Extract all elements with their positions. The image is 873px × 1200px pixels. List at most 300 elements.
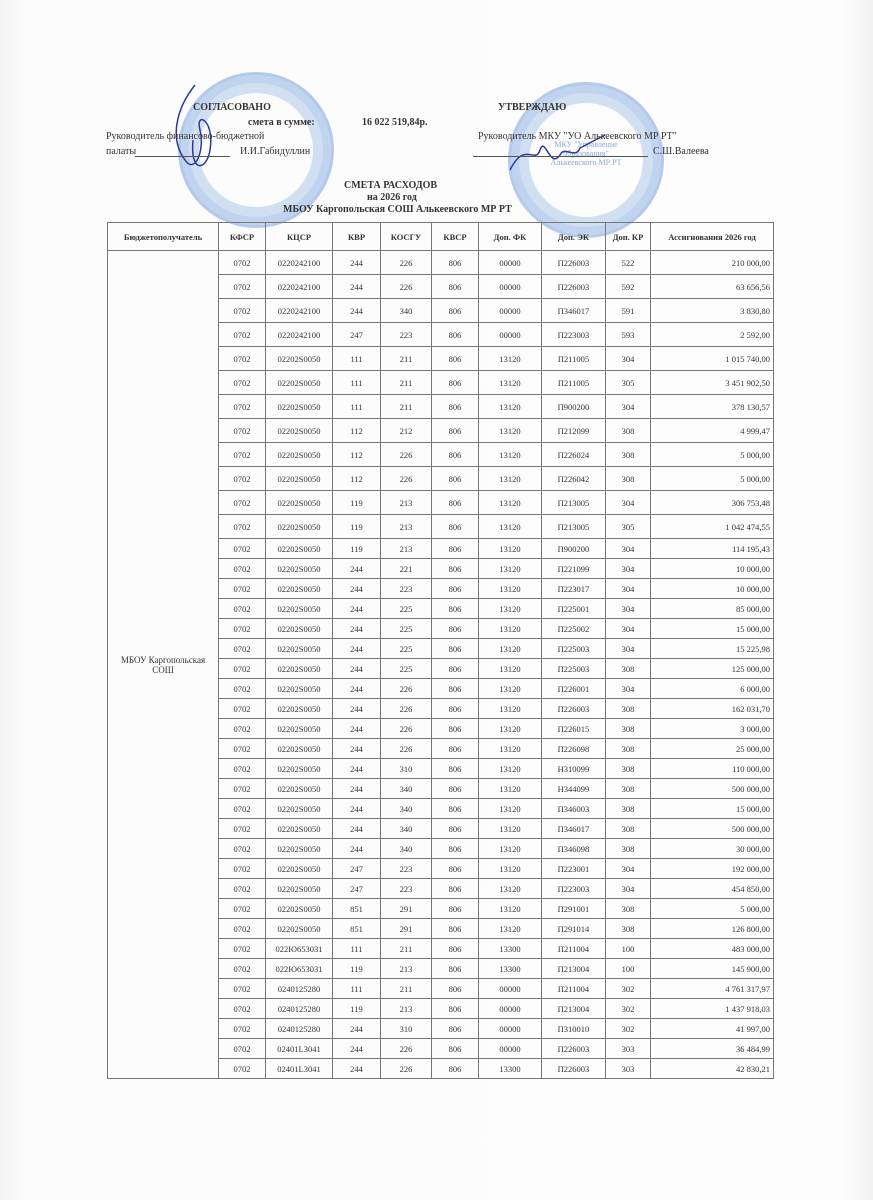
cell-dop-kr: 302: [606, 979, 651, 999]
cell-kcsr: 02401L3041: [266, 1059, 333, 1079]
cell-kvsr: 806: [432, 395, 479, 419]
cell-kosgu: 225: [381, 659, 432, 679]
cell-kfsr: 0702: [219, 323, 266, 347]
cell-dop-fk: 13120: [479, 619, 542, 639]
cell-allocation: 15 225,98: [651, 639, 774, 659]
cell-kosgu: 211: [381, 979, 432, 999]
cell-allocation: 15 000,00: [651, 619, 774, 639]
cell-dop-fk: 13120: [479, 859, 542, 879]
cell-kfsr: 0702: [219, 699, 266, 719]
cell-dop-kr: 591: [606, 299, 651, 323]
column-header-kfsr: КФСР: [219, 223, 266, 251]
cell-kosgu: 223: [381, 859, 432, 879]
cell-kcsr: 0240125280: [266, 1019, 333, 1039]
cell-dop-fk: 00000: [479, 1019, 542, 1039]
table-row: [108, 251, 774, 275]
cell-kfsr: 0702: [219, 659, 266, 679]
cell-kcsr: 02202S0050: [266, 419, 333, 443]
cell-allocation: 36 484,99: [651, 1039, 774, 1059]
cell-dop-ek: П226003: [542, 275, 606, 299]
cell-kosgu: 225: [381, 639, 432, 659]
cell-kosgu: 226: [381, 679, 432, 699]
cell-kfsr: 0702: [219, 275, 266, 299]
table-header: [108, 223, 774, 251]
cell-kvsr: 806: [432, 859, 479, 879]
approved-name: С.Ш.Валеева: [653, 146, 709, 157]
cell-dop-fk: 13120: [479, 879, 542, 899]
cell-kcsr: 0240125280: [266, 999, 333, 1019]
cell-kosgu: 291: [381, 899, 432, 919]
cell-kfsr: 0702: [219, 251, 266, 275]
cell-dop-kr: 593: [606, 323, 651, 347]
cell-kosgu: 226: [381, 1059, 432, 1079]
cell-dop-fk: 13120: [479, 395, 542, 419]
cell-kcsr: 02202S0050: [266, 699, 333, 719]
cell-dop-fk: 13120: [479, 467, 542, 491]
cell-kvr: 244: [333, 779, 381, 799]
cell-dop-ek: П291014: [542, 919, 606, 939]
cell-kcsr: 0220242100: [266, 275, 333, 299]
cell-allocation: 3 830,80: [651, 299, 774, 323]
cell-dop-fk: 13120: [479, 539, 542, 559]
cell-allocation: 125 000,00: [651, 659, 774, 679]
cell-dop-fk: 13120: [479, 639, 542, 659]
cell-dop-kr: 304: [606, 679, 651, 699]
cell-allocation: 145 900,00: [651, 959, 774, 979]
cell-dop-kr: 304: [606, 639, 651, 659]
cell-dop-ek: П226098: [542, 739, 606, 759]
cell-kcsr: 022Ю653031: [266, 939, 333, 959]
cell-kcsr: 02202S0050: [266, 819, 333, 839]
column-header-recipient: Бюджетополучатель: [108, 223, 219, 251]
cell-kcsr: 02202S0050: [266, 559, 333, 579]
cell-kosgu: 225: [381, 619, 432, 639]
column-header-allocation: Ассигнования 2026 год: [651, 223, 774, 251]
cell-dop-ek: П226015: [542, 719, 606, 739]
cell-dop-ek: П225001: [542, 599, 606, 619]
cell-kosgu: 213: [381, 491, 432, 515]
cell-allocation: 5 000,00: [651, 467, 774, 491]
cell-dop-fk: 13120: [479, 679, 542, 699]
cell-kvsr: 806: [432, 347, 479, 371]
cell-kfsr: 0702: [219, 999, 266, 1019]
column-header-kosgu: КОСГУ: [381, 223, 432, 251]
cell-kcsr: 02202S0050: [266, 919, 333, 939]
cell-allocation: 126 800,00: [651, 919, 774, 939]
cell-kosgu: 310: [381, 1019, 432, 1039]
approved-role: Руководитель МКУ "УО Алькеевского МР РТ": [478, 131, 677, 142]
cell-dop-kr: 302: [606, 999, 651, 1019]
cell-dop-kr: 100: [606, 939, 651, 959]
cell-kosgu: 211: [381, 347, 432, 371]
agreed-name: И.И.Габидуллин: [240, 146, 311, 157]
cell-dop-ek: П226003: [542, 1039, 606, 1059]
cell-kvsr: 806: [432, 959, 479, 979]
cell-kvsr: 806: [432, 491, 479, 515]
cell-kcsr: 0220242100: [266, 299, 333, 323]
cell-kvr: 119: [333, 491, 381, 515]
doc-institution: МБОУ Каргопольская СОШ Алькеевского МР РТ: [283, 204, 512, 215]
cell-kvsr: 806: [432, 251, 479, 275]
cell-kvsr: 806: [432, 999, 479, 1019]
cell-allocation: 10 000,00: [651, 559, 774, 579]
cell-kvsr: 806: [432, 467, 479, 491]
sum-value: 16 022 519,84р.: [362, 117, 428, 128]
cell-dop-fk: 13300: [479, 959, 542, 979]
cell-dop-kr: 522: [606, 251, 651, 275]
cell-dop-fk: 00000: [479, 999, 542, 1019]
cell-kvr: 119: [333, 515, 381, 539]
cell-dop-fk: 00000: [479, 251, 542, 275]
cell-dop-fk: 13120: [479, 559, 542, 579]
cell-kosgu: 340: [381, 819, 432, 839]
right-seal-stamp: МКУ "Управление образования" Алькеевского МР РТ: [508, 82, 664, 238]
cell-dop-ek: П212099: [542, 419, 606, 443]
cell-kvsr: 806: [432, 1019, 479, 1039]
cell-kcsr: 02202S0050: [266, 443, 333, 467]
cell-dop-kr: 303: [606, 1059, 651, 1079]
cell-dop-ek: П291001: [542, 899, 606, 919]
cell-kfsr: 0702: [219, 467, 266, 491]
cell-dop-kr: 308: [606, 719, 651, 739]
cell-kosgu: 211: [381, 395, 432, 419]
cell-kvr: 119: [333, 959, 381, 979]
cell-kvsr: 806: [432, 699, 479, 719]
cell-dop-ek: П226003: [542, 1059, 606, 1079]
cell-kvsr: 806: [432, 679, 479, 699]
cell-kosgu: 223: [381, 579, 432, 599]
cell-dop-ek: П221099: [542, 559, 606, 579]
cell-kosgu: 226: [381, 1039, 432, 1059]
cell-dop-kr: 308: [606, 919, 651, 939]
cell-dop-fk: 13120: [479, 779, 542, 799]
cell-allocation: 378 130,57: [651, 395, 774, 419]
cell-kvsr: 806: [432, 779, 479, 799]
cell-kfsr: 0702: [219, 347, 266, 371]
cell-kosgu: 212: [381, 419, 432, 443]
cell-kosgu: 213: [381, 515, 432, 539]
cell-dop-ek: П223017: [542, 579, 606, 599]
cell-kfsr: 0702: [219, 899, 266, 919]
cell-dop-fk: 13120: [479, 759, 542, 779]
cell-allocation: 454 850,00: [651, 879, 774, 899]
cell-dop-kr: 304: [606, 879, 651, 899]
cell-dop-ek: П225002: [542, 619, 606, 639]
cell-kcsr: 02401L3041: [266, 1039, 333, 1059]
cell-kvsr: 806: [432, 515, 479, 539]
cell-kcsr: 022Ю653031: [266, 959, 333, 979]
cell-dop-kr: 308: [606, 467, 651, 491]
cell-kfsr: 0702: [219, 719, 266, 739]
cell-kfsr: 0702: [219, 959, 266, 979]
cell-kvr: 851: [333, 919, 381, 939]
cell-kvr: 247: [333, 859, 381, 879]
cell-dop-ek: П346098: [542, 839, 606, 859]
cell-kvsr: 806: [432, 1039, 479, 1059]
cell-kvsr: 806: [432, 275, 479, 299]
cell-dop-kr: 308: [606, 839, 651, 859]
cell-kosgu: 226: [381, 275, 432, 299]
cell-kvsr: 806: [432, 719, 479, 739]
cell-dop-fk: 13120: [479, 419, 542, 443]
cell-kvsr: 806: [432, 579, 479, 599]
cell-kvsr: 806: [432, 659, 479, 679]
cell-kcsr: 02202S0050: [266, 859, 333, 879]
cell-kvr: 112: [333, 467, 381, 491]
cell-kvr: 244: [333, 251, 381, 275]
cell-kfsr: 0702: [219, 979, 266, 999]
doc-title: СМЕТА РАСХОДОВ: [344, 180, 438, 191]
cell-dop-ek: П213005: [542, 491, 606, 515]
cell-dop-ek: П225003: [542, 659, 606, 679]
cell-kosgu: 226: [381, 739, 432, 759]
cell-kvr: 244: [333, 679, 381, 699]
cell-kcsr: 0220242100: [266, 323, 333, 347]
cell-dop-ek: П346003: [542, 799, 606, 819]
column-header-dop-ek: Доп. ЭК: [542, 223, 606, 251]
cell-kvr: 244: [333, 659, 381, 679]
cell-dop-ek: П213005: [542, 515, 606, 539]
cell-dop-fk: 13120: [479, 739, 542, 759]
column-header-kvsr: КВСР: [432, 223, 479, 251]
cell-kvsr: 806: [432, 879, 479, 899]
cell-kcsr: 02202S0050: [266, 539, 333, 559]
column-header-dop-kr: Доп. КР: [606, 223, 651, 251]
cell-kvsr: 806: [432, 419, 479, 443]
cell-kvsr: 806: [432, 639, 479, 659]
cell-kvsr: 806: [432, 919, 479, 939]
cell-dop-fk: 00000: [479, 1039, 542, 1059]
cell-dop-fk: 13120: [479, 347, 542, 371]
cell-allocation: 1 437 918,03: [651, 999, 774, 1019]
cell-dop-kr: 304: [606, 491, 651, 515]
cell-kfsr: 0702: [219, 515, 266, 539]
cell-dop-kr: 308: [606, 419, 651, 443]
cell-kcsr: 02202S0050: [266, 491, 333, 515]
cell-kosgu: 223: [381, 323, 432, 347]
cell-kosgu: 340: [381, 799, 432, 819]
cell-kosgu: 310: [381, 759, 432, 779]
cell-allocation: 306 753,48: [651, 491, 774, 515]
cell-dop-kr: 304: [606, 539, 651, 559]
recipient-cell: МБОУ Каргопольская СОШ: [108, 251, 219, 1079]
cell-dop-fk: 00000: [479, 979, 542, 999]
cell-allocation: 30 000,00: [651, 839, 774, 859]
cell-kcsr: 02202S0050: [266, 395, 333, 419]
cell-dop-fk: 13120: [479, 819, 542, 839]
cell-kosgu: 226: [381, 443, 432, 467]
cell-kvr: 244: [333, 579, 381, 599]
cell-kvsr: 806: [432, 979, 479, 999]
cell-dop-fk: 13120: [479, 919, 542, 939]
cell-kvr: 244: [333, 599, 381, 619]
cell-dop-kr: 305: [606, 371, 651, 395]
cell-allocation: 3 451 902,50: [651, 371, 774, 395]
left-signature: [165, 80, 225, 180]
cell-kfsr: 0702: [219, 419, 266, 443]
cell-kvsr: 806: [432, 599, 479, 619]
cell-kcsr: 0240125280: [266, 979, 333, 999]
cell-dop-fk: 13120: [479, 579, 542, 599]
cell-kvsr: 806: [432, 299, 479, 323]
cell-kfsr: 0702: [219, 759, 266, 779]
cell-allocation: 210 000,00: [651, 251, 774, 275]
cell-kvsr: 806: [432, 539, 479, 559]
cell-dop-ek: П211004: [542, 979, 606, 999]
cell-dop-ek: П223003: [542, 879, 606, 899]
cell-kcsr: 02202S0050: [266, 719, 333, 739]
cell-dop-ek: П226024: [542, 443, 606, 467]
cell-allocation: 162 031,70: [651, 699, 774, 719]
cell-kvr: 244: [333, 639, 381, 659]
cell-kfsr: 0702: [219, 619, 266, 639]
cell-kosgu: 226: [381, 719, 432, 739]
cell-allocation: 3 000,00: [651, 719, 774, 739]
cell-dop-kr: 308: [606, 739, 651, 759]
cell-allocation: 4 999,47: [651, 419, 774, 443]
cell-kvsr: 806: [432, 819, 479, 839]
cell-kvr: 244: [333, 275, 381, 299]
cell-dop-kr: 304: [606, 395, 651, 419]
cell-dop-ek: П310010: [542, 1019, 606, 1039]
cell-dop-kr: 308: [606, 699, 651, 719]
approved-heading: УТВЕРЖДАЮ: [498, 102, 567, 113]
cell-kfsr: 0702: [219, 879, 266, 899]
cell-kfsr: 0702: [219, 443, 266, 467]
cell-dop-fk: 13120: [479, 799, 542, 819]
cell-kvr: 244: [333, 839, 381, 859]
cell-kcsr: 02202S0050: [266, 759, 333, 779]
cell-dop-ek: П900200: [542, 539, 606, 559]
cell-dop-kr: 305: [606, 515, 651, 539]
cell-dop-kr: 308: [606, 819, 651, 839]
cell-dop-ek: П346017: [542, 299, 606, 323]
cell-allocation: 5 000,00: [651, 899, 774, 919]
cell-kfsr: 0702: [219, 779, 266, 799]
cell-allocation: 483 000,00: [651, 939, 774, 959]
cell-dop-ek: П223001: [542, 859, 606, 879]
cell-kvr: 244: [333, 759, 381, 779]
cell-kfsr: 0702: [219, 579, 266, 599]
cell-kfsr: 0702: [219, 371, 266, 395]
cell-dop-kr: 304: [606, 859, 651, 879]
cell-dop-fk: 13120: [479, 599, 542, 619]
cell-kvr: 244: [333, 1059, 381, 1079]
cell-dop-fk: 13120: [479, 491, 542, 515]
cell-dop-fk: 13120: [479, 899, 542, 919]
cell-kvr: 111: [333, 979, 381, 999]
cell-kcsr: 02202S0050: [266, 371, 333, 395]
cell-kvsr: 806: [432, 759, 479, 779]
cell-kvr: 111: [333, 347, 381, 371]
cell-kosgu: 291: [381, 919, 432, 939]
cell-kcsr: 02202S0050: [266, 739, 333, 759]
cell-kosgu: 213: [381, 959, 432, 979]
cell-dop-ek: Н344099: [542, 779, 606, 799]
cell-kosgu: 226: [381, 467, 432, 491]
cell-kfsr: 0702: [219, 1059, 266, 1079]
cell-kfsr: 0702: [219, 639, 266, 659]
cell-kcsr: 02202S0050: [266, 839, 333, 859]
cell-dop-ek: П211005: [542, 371, 606, 395]
cell-kvr: 244: [333, 739, 381, 759]
cell-kvr: 244: [333, 719, 381, 739]
cell-kvr: 247: [333, 879, 381, 899]
cell-dop-ek: П226042: [542, 467, 606, 491]
cell-kfsr: 0702: [219, 679, 266, 699]
cell-kvr: 111: [333, 939, 381, 959]
expense-table: [107, 222, 774, 1079]
cell-dop-kr: 304: [606, 559, 651, 579]
cell-kosgu: 340: [381, 779, 432, 799]
cell-kvr: 851: [333, 899, 381, 919]
cell-dop-kr: 302: [606, 1019, 651, 1039]
cell-dop-fk: 13120: [479, 719, 542, 739]
cell-kfsr: 0702: [219, 1039, 266, 1059]
cell-kosgu: 226: [381, 699, 432, 719]
cell-dop-ek: П211005: [542, 347, 606, 371]
cell-kvr: 244: [333, 299, 381, 323]
cell-kfsr: 0702: [219, 539, 266, 559]
cell-kfsr: 0702: [219, 819, 266, 839]
cell-dop-kr: 308: [606, 899, 651, 919]
cell-kosgu: 213: [381, 539, 432, 559]
cell-dop-ek: П346017: [542, 819, 606, 839]
cell-allocation: 2 592,00: [651, 323, 774, 347]
cell-dop-ek: П226003: [542, 251, 606, 275]
cell-kcsr: 02202S0050: [266, 347, 333, 371]
cell-kvsr: 806: [432, 443, 479, 467]
cell-kosgu: 340: [381, 299, 432, 323]
cell-kvr: 119: [333, 999, 381, 1019]
cell-kcsr: 02202S0050: [266, 579, 333, 599]
cell-kfsr: 0702: [219, 1019, 266, 1039]
cell-kcsr: 02202S0050: [266, 515, 333, 539]
cell-kfsr: 0702: [219, 739, 266, 759]
column-header-kvr: КВР: [333, 223, 381, 251]
cell-dop-ek: П226003: [542, 699, 606, 719]
column-header-dop-fk: Доп. ФК: [479, 223, 542, 251]
cell-kvsr: 806: [432, 1059, 479, 1079]
agreed-signature-line: [135, 156, 230, 157]
cell-kvsr: 806: [432, 899, 479, 919]
agreed-role: Руководитель финансово-бюджетной: [106, 131, 265, 142]
cell-kosgu: 211: [381, 371, 432, 395]
cell-allocation: 10 000,00: [651, 579, 774, 599]
cell-allocation: 41 997,00: [651, 1019, 774, 1039]
cell-kvsr: 806: [432, 371, 479, 395]
cell-kfsr: 0702: [219, 919, 266, 939]
cell-kcsr: 02202S0050: [266, 899, 333, 919]
cell-kcsr: 02202S0050: [266, 619, 333, 639]
cell-allocation: 1 015 740,00: [651, 347, 774, 371]
cell-allocation: 25 000,00: [651, 739, 774, 759]
cell-kfsr: 0702: [219, 299, 266, 323]
cell-kfsr: 0702: [219, 395, 266, 419]
cell-kfsr: 0702: [219, 859, 266, 879]
cell-kvr: 244: [333, 819, 381, 839]
cell-kvr: 111: [333, 395, 381, 419]
agreed-role-cont: палаты: [106, 146, 137, 157]
cell-kfsr: 0702: [219, 559, 266, 579]
cell-kcsr: 02202S0050: [266, 659, 333, 679]
cell-kcsr: 02202S0050: [266, 679, 333, 699]
cell-kosgu: 223: [381, 879, 432, 899]
cell-allocation: 6 000,00: [651, 679, 774, 699]
cell-dop-kr: 304: [606, 619, 651, 639]
cell-dop-ek: Н310099: [542, 759, 606, 779]
cell-dop-ek: П211004: [542, 939, 606, 959]
